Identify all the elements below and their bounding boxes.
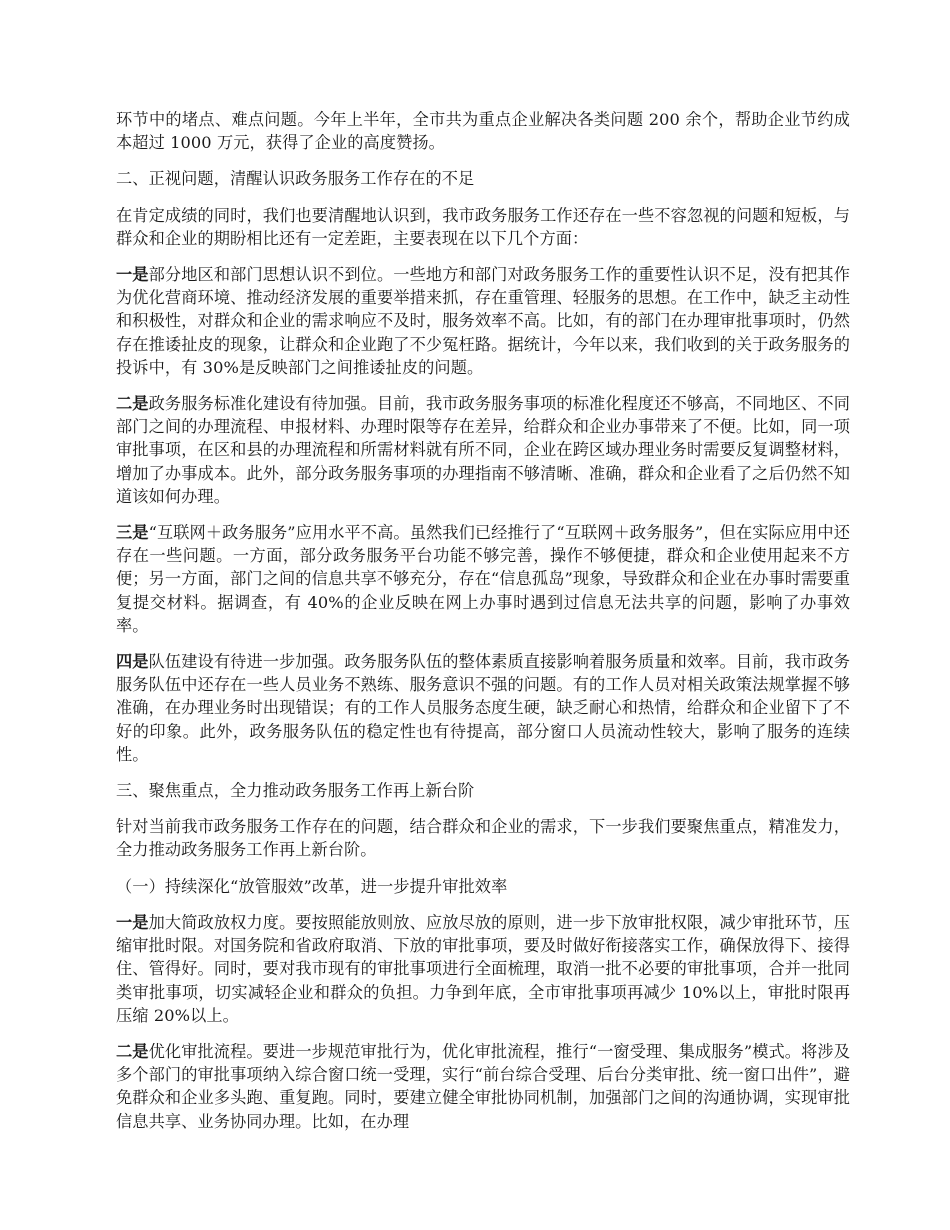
paragraph-7	[116, 650, 850, 766]
paragraph-9-text: 针对当前我市政务服务工作存在的问题，结合群众和企业的需求，下一步我们要聚焦重点，精准发力，全力推动政务服务工作再上新台阶。	[116, 817, 850, 860]
subsection-heading-1-text: （一）持续深化“放管服效”改革，进一步提升审批效率	[116, 876, 508, 896]
paragraph-12-text: 优化审批流程。要进一步规范审批行为，优化审批流程，推行“一窗受理、集成服务”模式。将涉及多个部门的审批事项纳入综合窗口统一受理，实行“前台综合受理、后台分类审批、统一窗口出件”，避免群众和企业多头跑、重复跑。同时，要建立健全审批协同机制，加强部门之间的沟通协调，实现审批信息共享、业务协同办理。比如，在办理	[116, 1041, 850, 1131]
paragraph-1-text: 环节中的堵点、难点问题。今年上半年，全市共为重点企业解决各类问题 200 余个，帮助企业节约成本超过 1000 万元，获得了企业的高度赞扬。	[116, 110, 850, 153]
paragraph-11	[116, 911, 850, 1027]
paragraph-7-text: 队伍建设有待进一步加强。政务服务队伍的整体素质直接影响着服务质量和效率。目前，我市政务服务队伍中还存在一些人员业务不熟练、服务意识不强的问题。有的工作人员对相关政策法规掌握不够准确，在办理业务时出现错误；有的工作人员服务态度生硬，缺乏耐心和热情，给群众和企业留下了不好的印象。此外，政务服务队伍的稳定性也有待提高，部分窗口人员流动性较大，影响了服务的连续性。	[116, 652, 850, 764]
paragraph-4-lead: 一是	[116, 265, 149, 285]
paragraph-1	[116, 108, 850, 154]
paragraph-6	[116, 521, 850, 637]
paragraph-12	[116, 1040, 850, 1133]
section-heading-2	[116, 167, 850, 190]
paragraph-5	[116, 392, 850, 508]
paragraph-6-lead: 三是	[116, 523, 149, 543]
paragraph-5-lead: 二是	[116, 394, 149, 414]
paragraph-3-text: 在肯定成绩的同时，我们也要清醒地认识到，我市政务服务工作还存在一些不容忽视的问题和短板，与群众和企业的期盼相比还有一定差距，主要表现在以下几个方面：	[116, 205, 850, 248]
paragraph-11-text: 加大简政放权力度。要按照能放则放、应放尽放的原则，进一步下放审批权限，减少审批环节，压缩审批时限。对国务院和省政府取消、下放的审批事项，要及时做好衔接落实工作，确保放得下、接得住、管得好。同时，要对我市现有的审批事项进行全面梳理，取消一批不必要的审批事项，合并一批同类审批事项，切实减轻企业和群众的负担。力争到年底，全市审批事项再减少 10%以上，审批时限再压缩 20%以上。	[116, 912, 850, 1025]
paragraph-12-lead: 二是	[116, 1041, 149, 1061]
paragraph-4	[116, 263, 850, 379]
section-heading-2-text: 二、正视问题，清醒认识政务服务工作存在的不足	[116, 169, 475, 189]
paragraph-4-text: 部分地区和部门思想认识不到位。一些地方和部门对政务服务工作的重要性认识不足，没有把其作为优化营商环境、推动经济发展的重要举措来抓，存在重管理、轻服务的思想。在工作中，缺乏主动性和积极性，对群众和企业的需求响应不及时，服务效率不高。比如，有的部门在办理审批事项时，仍然存在推诿扯皮的现象，让群众和企业跑了不少冤枉路。据统计，今年以来，我们收到的关于政务服务的投诉中，有 30%是反映部门之间推诿扯皮的问题。	[116, 265, 850, 377]
paragraph-11-lead: 一是	[116, 912, 149, 932]
section-heading-3-text: 三、聚焦重点，全力推动政务服务工作再上新台阶	[116, 781, 475, 801]
paragraph-7-lead: 四是	[116, 652, 149, 672]
paragraph-5-text: 政务服务标准化建设有待加强。目前，我市政务服务事项的标准化程度还不够高，不同地区、不同部门之间的办理流程、申报材料、办理时限等存在差异，给群众和企业办事带来了不便。比如，同一项审批事项，在区和县的办理流程和所需材料就有所不同，企业在跨区域办理业务时需要反复调整材料，增加了办事成本。此外，部分政务服务事项的办理指南不够清晰、准确，群众和企业看了之后仍然不知道该如何办理。	[116, 394, 850, 506]
paragraph-6-text: “互联网＋政务服务”应用水平不高。虽然我们已经推行了“互联网＋政务服务”，但在实际应用中还存在一些问题。一方面，部分政务服务平台功能不够完善，操作不够便捷，群众和企业使用起来不方便；另一方面，部门之间的信息共享不够充分，存在“信息孤岛”现象，导致群众和企业在办事时需要重复提交材料。据调查，有 40%的企业反映在网上办事时遇到过信息无法共享的问题，影响了办事效率。	[116, 523, 850, 635]
paragraph-3	[116, 204, 850, 250]
subsection-heading-1	[116, 875, 850, 898]
section-heading-3	[116, 779, 850, 802]
paragraph-9	[116, 815, 850, 861]
